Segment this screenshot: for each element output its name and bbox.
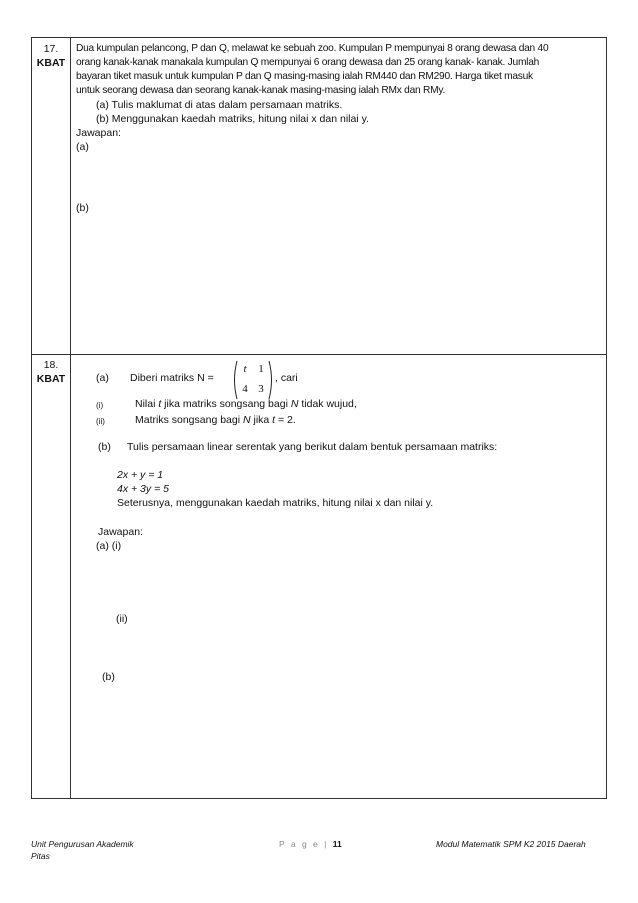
question-table (31, 37, 607, 799)
q18-answer-label: Jawapan: (98, 526, 143, 538)
q17-stem-line-1: Dua kumpulan pelancong, P dan Q, melawat ke sebuah zoo. Kumpulan P mempunyai 8 orang dewasa dan 40 (76, 43, 549, 54)
matrix-n (231, 359, 275, 401)
matrix-entry: 4 (242, 383, 248, 395)
footer-page-number: P a g e | 11 (279, 839, 342, 849)
q18-part-ii-text: Matriks songsang bagi N jika t = 2. (135, 414, 296, 426)
question-18-number-cell (32, 358, 70, 386)
question-number: 17. (43, 43, 59, 55)
q18-part-b-label: (b) (98, 441, 111, 453)
q17-stem-line-2: orang kanak-kanak manakala kumpulan Q mempunyai 6 orang dewasa dan 25 orang kanak- kanak. Jumlah (76, 57, 540, 68)
q17-part-a: (a) Tulis maklumat di atas dalam persamaan matriks. (96, 99, 343, 111)
matrix-entry: t (243, 363, 247, 375)
question-tag: KBAT (36, 373, 66, 385)
q18-part-i-text: Nilai t jika matriks songsang bagi N tidak wujud, (135, 398, 357, 410)
q18-answer-ii: (ii) (116, 613, 128, 625)
q18-part-a-after: , cari (275, 372, 298, 384)
q17-part-b: (b) Menggunakan kaedah matriks, hitung nilai x dan nilai y. (96, 113, 369, 125)
q18-part-a-text: Diberi matriks N = (130, 372, 214, 384)
column-divider (70, 38, 71, 798)
question-number: 18. (43, 359, 59, 371)
q17-answer-a: (a) (76, 141, 89, 153)
question-17-number-cell (32, 42, 70, 70)
q18-part-b-follow: Seterusnya, menggunakan kaedah matriks, hitung nilai x dan nilai y. (117, 497, 434, 509)
q17-answer-label: Jawapan: (76, 127, 121, 139)
q17-answer-b: (b) (76, 202, 89, 214)
q18-part-b-text: Tulis persamaan linear serentak yang berikut dalam bentuk persamaan matriks: (127, 441, 498, 453)
equation-2: 4x + 3y = 5 (117, 483, 169, 495)
row-divider (32, 354, 606, 355)
q18-answer-a-i: (a) (i) (96, 540, 122, 552)
matrix-entry: 3 (258, 383, 264, 395)
footer-left: Unit Pengurusan Akademik Pitas (31, 839, 134, 861)
footer-right: Modul Matematik SPM K2 2015 Daerah (436, 839, 586, 849)
q18-answer-b: (b) (102, 671, 115, 683)
q18-part-a-label: (a) (96, 372, 109, 384)
equation-1: 2x + y = 1 (117, 469, 164, 481)
q17-stem-line-3: bayaran tiket masuk untuk kumpulan P dan Q masing-masing ialah RM440 dan RM290. Harga tiket masuk (76, 71, 533, 82)
q18-part-i-label: (i) (96, 401, 104, 410)
q18-part-ii-label: (ii) (96, 417, 105, 426)
question-tag: KBAT (36, 57, 66, 69)
q17-stem-line-4: untuk seorang dewasa dan seorang kanak-kanak masing-masing ialah RMx dan RMy. (76, 85, 446, 96)
matrix-entry: 1 (258, 363, 264, 375)
